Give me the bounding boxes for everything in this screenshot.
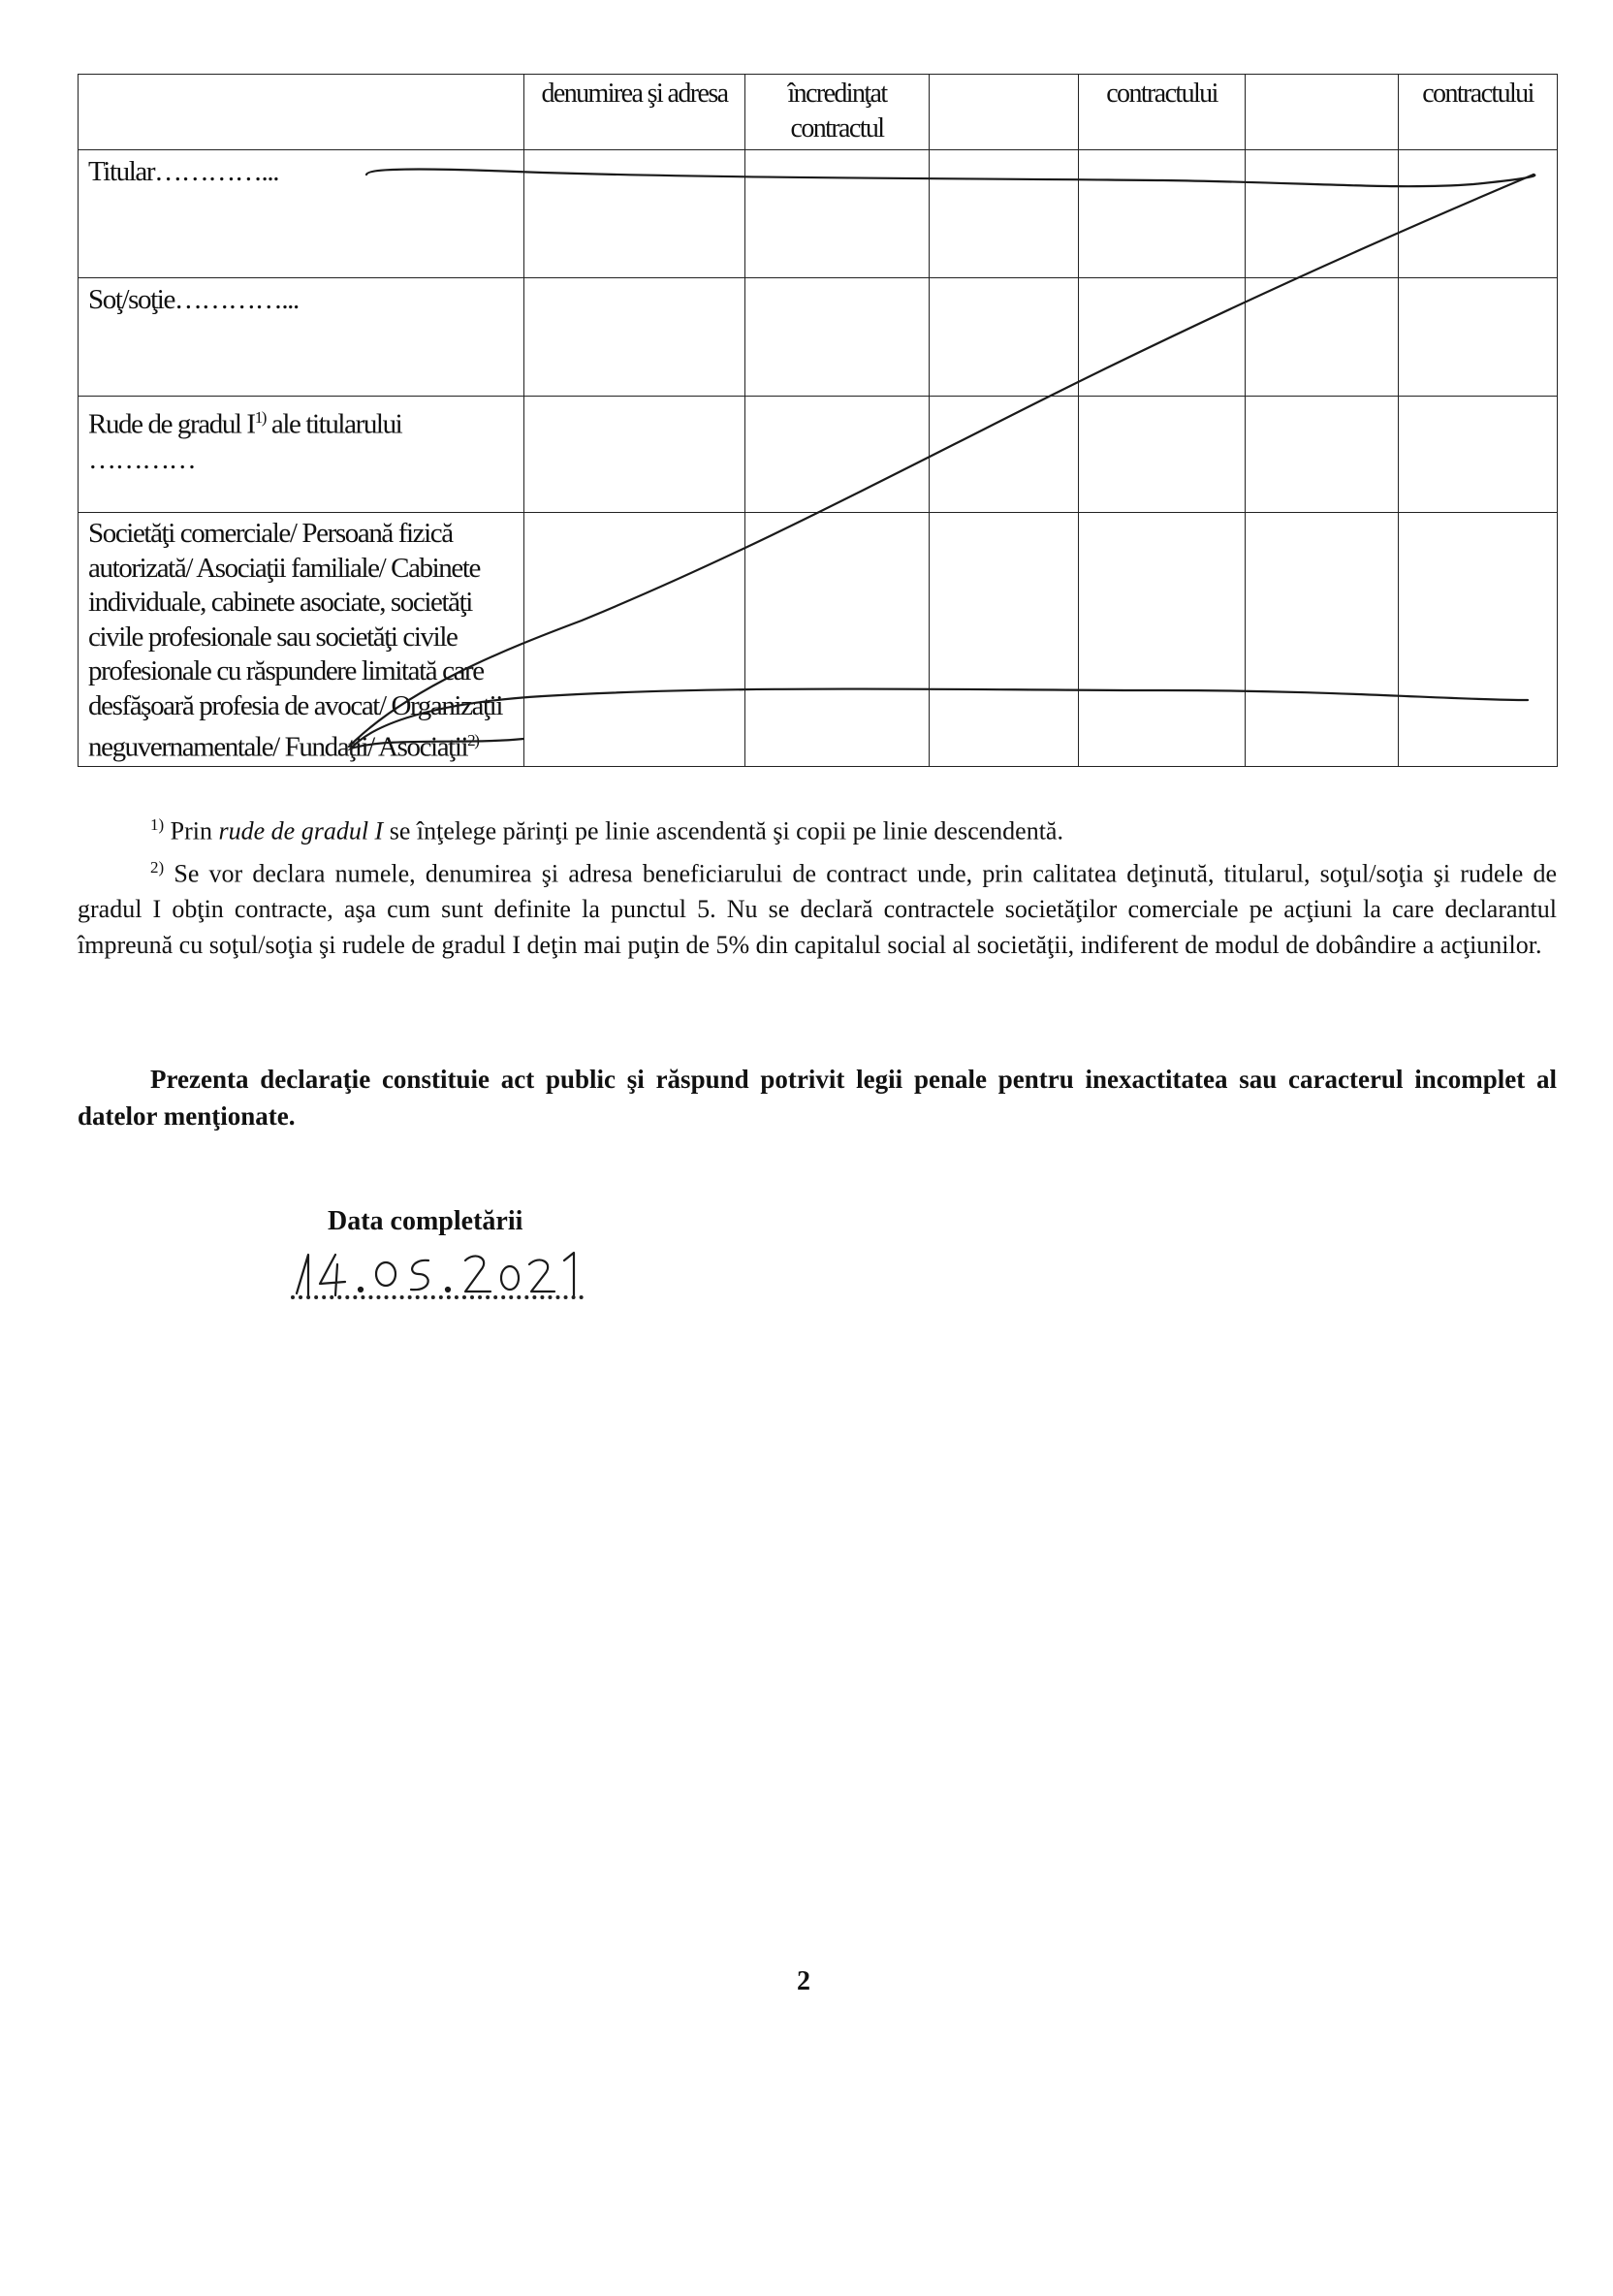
table-row (79, 397, 1558, 513)
table-row (79, 278, 1558, 397)
header-cell: contractului (1399, 75, 1558, 150)
row-label-companies: Societăţi comerciale/ Persoană fizică autorizată/ Asociaţii familiale/ Cabinete individuale, cabinete asociate, societăţi civile profesionale sau societăţi civile profesionale cu răspundere limitată care desfăşoară profesia de avocat/ Organizaţii neguvernamentale/ Fundaţii/ Asociaţii$^{2)}$ (79, 513, 524, 767)
header-cell: denumirea şi adresa (524, 75, 745, 150)
table-row (79, 150, 1558, 278)
header-cell (930, 75, 1079, 150)
date-dotted-line (291, 1295, 584, 1299)
footnotes (78, 807, 1557, 963)
header-cell (1246, 75, 1399, 150)
footnote-1: $^{1)}$ Prin rude de gradul I se înţelege părinţi pe linie ascendentă şi copii pe linie descendentă. (150, 815, 1063, 845)
date-label: Data completării (328, 1206, 523, 1236)
page-number: 2 (797, 1966, 810, 1996)
row-label-titular: Titular…………... (79, 150, 524, 278)
table-header-row (79, 75, 1558, 150)
redacted-signature-area (909, 1154, 1394, 1357)
header-cell (79, 75, 524, 150)
row-label-relatives: Rude de gradul $I^{1)}$ ale titularului ………… (79, 397, 524, 513)
footnote-2: $^{2)}$ Se vor declara numele, denumirea şi adresa beneficiarului de contract unde, prin calitatea deţinută, titularul, soţul/soţia şi rudele de gradul I obţin contracte, aşa cum sunt definite la punctul 5. Nu se declară contractele societăţilor comerciale pe acţiuni la care declarantul împreună cu soţul/soţia şi rudele de gradul I deţin mai puţin de 5% din capitalul social al societăţii, indiferent de modul de dobândire a acţiunilor. (78, 857, 1557, 960)
table-row (79, 513, 1558, 767)
header-cell: contractului (1079, 75, 1246, 150)
closing-statement: Prezenta declaraţie constituie act public şi răspund potrivit legii penale pentru inexactitatea sau caracterul incomplet al datelor menţionate. (78, 1065, 1557, 1131)
contracts-table (78, 74, 1558, 767)
handwritten-date-drawing (291, 1251, 582, 1297)
row-label-spouse: Soţ/soţie…………... (79, 278, 524, 397)
header-cell: încredinţat contractul (745, 75, 930, 150)
handwritten-date (291, 1251, 582, 1297)
